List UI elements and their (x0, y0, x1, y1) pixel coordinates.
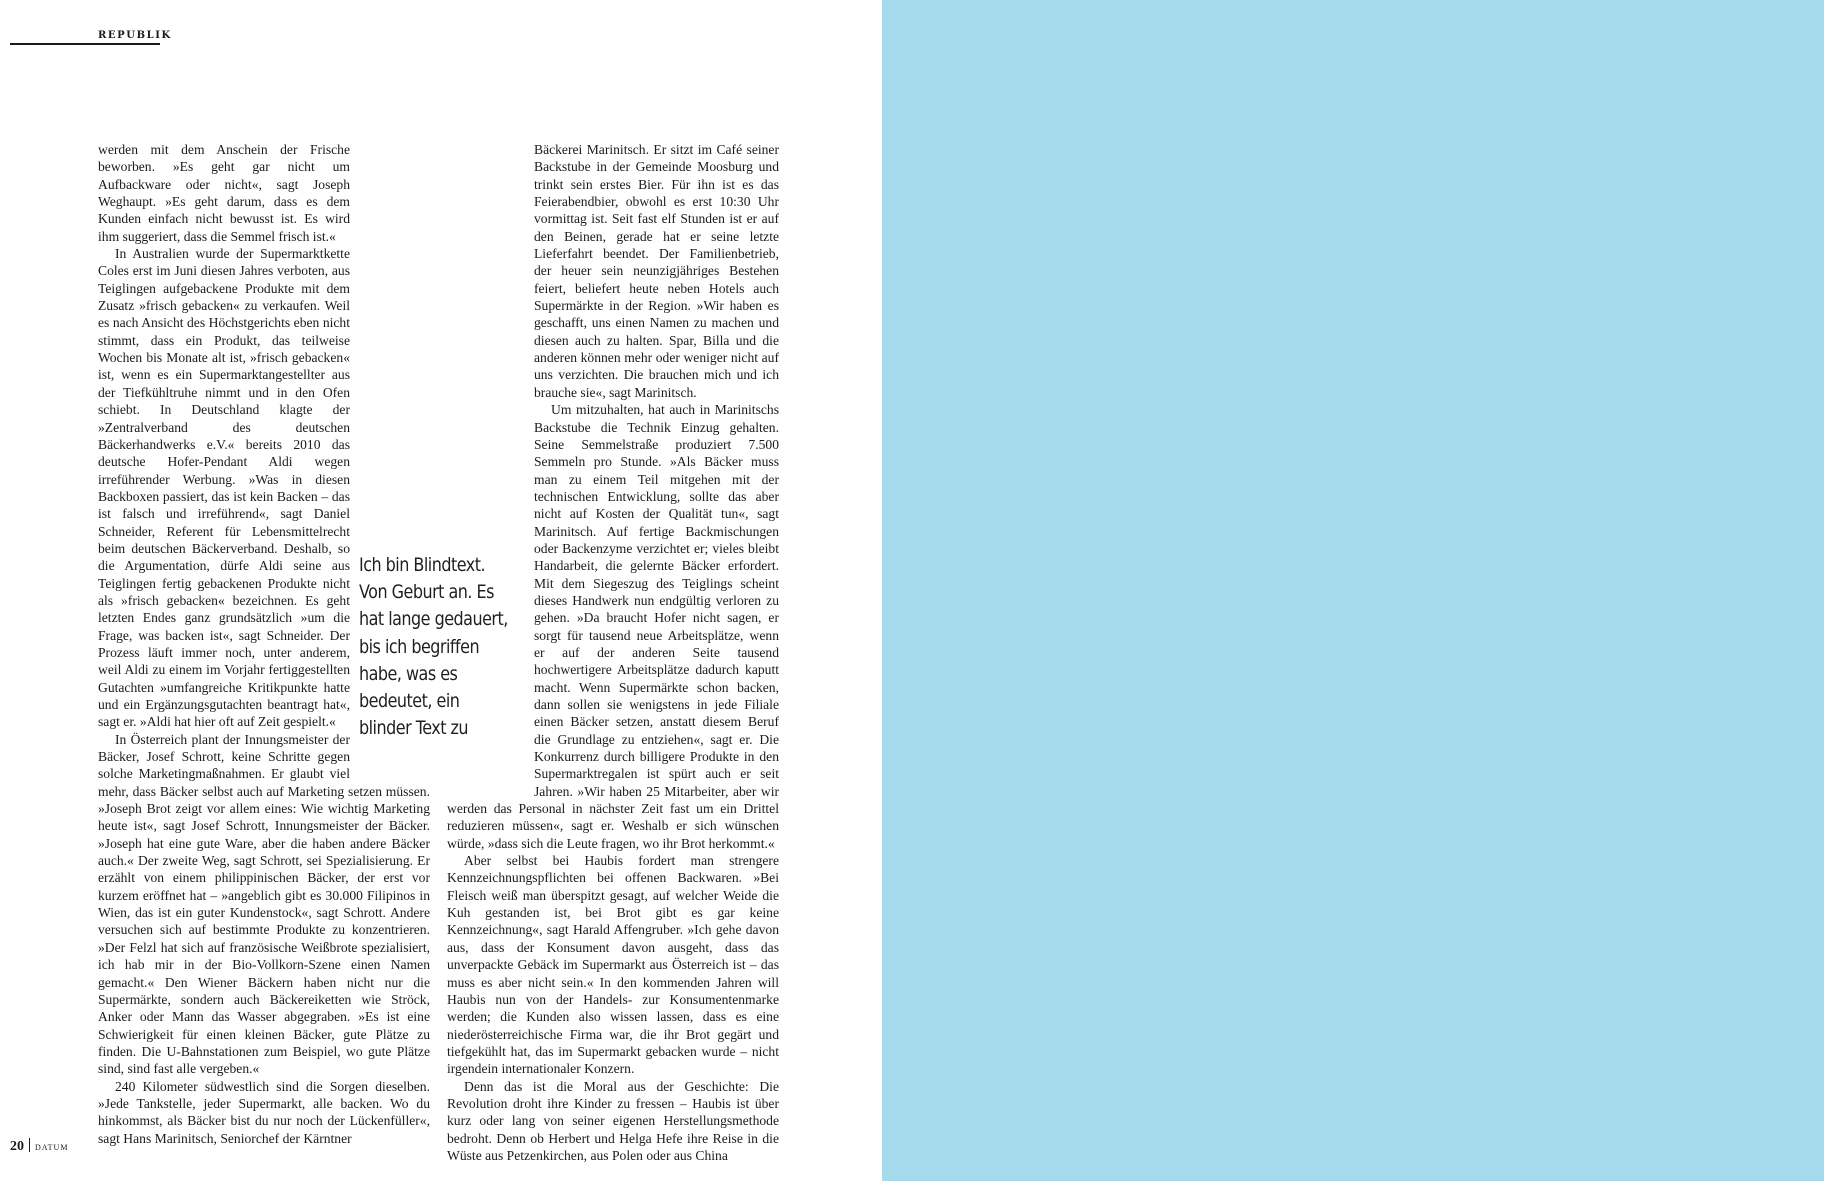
page-folio (10, 1138, 68, 1155)
column-2-paragraph-4: Denn das ist die Moral aus der Geschichte: Die Revolution droht ihre Kinder zu fressen – Haubis ist über kurz oder lang von seiner eigenen Herstellungsmethode bedroht. Denn ob Herbert und Helga Hefe ihre Reise in die Wüste aus Petzenkirchen, aus Polen oder aus China (447, 1078, 779, 1163)
column-2-paragraph-3: Aber selbst bei Haubis fordert man strengere Kennzeichnungspflichten bei offenen Backwaren. »Bei Fleisch weiß man überspitzt gesagt, auf welcher Weide die Kuh gestanden ist, bei Brot gibt es gar keine Kennzeichnung«, sagt Harald Affengruber. »Ich gehe davon aus, dass der Konsument davon ausgeht, dass das unverpackte Gebäck im Supermarkt aus Österreich ist – das muss es aber nicht sein.« In den kommenden Jahren will Haubis nun von der Handels- zur Konsumentenmarke werden; die Kunden also wissen lassen, dass es eine niederösterreichische Firma war, die ihr Brot gegärt und tiefgekühlt hat, das im Supermarkt gebacken wurde – nicht irgendein internationaler Konzern. (447, 853, 779, 1077)
magazine-name: DATUM (35, 1143, 69, 1152)
pull-quote: Ich bin Blindtext. Von Geburt an. Es hat lange gedauert, bis ich begriffen habe, was es bedeutet, ein blinder Text zu (359, 555, 508, 740)
column-2-paragraph-1: Bäckerei Marinitsch. Er sitzt im Café seiner Backstube in der Gemeinde Moosburg und trinkt sein erstes Bier. Für ihn ist es das Feierabendbier, obwohl es erst 10:30 Uhr vormittag ist. Seit fast elf Stunden ist er auf den Beinen, gerade hat er seine letzte Lieferfahrt beendet. Der Familienbetrieb, der heuer sein neunzigjähriges Bestehen feiert, beliefert heute neben Hotels auch Supermärkte in der Region. »Wir haben es geschafft, uns einen Namen zu machen und diesen auch zu halten. Spar, Billa und die anderen können mehr oder weniger nicht auf uns verzichten. Die brauchen mich und ich brauche sie«, sagt Marinitsch. (534, 142, 779, 400)
section-label: REPUBLIK (98, 30, 172, 41)
column-1-paragraph-1: werden mit dem Anschein der Frische beworben. »Es geht gar nicht um Aufbackware oder nicht«, sagt Joseph Weghaupt. »Es geht darum, dass es dem Kunden einfach nicht bewusst ist. Es wird ihm suggeriert, dass die Semmel frisch ist.« (98, 142, 350, 244)
column-1-paragraph-3: In Österreich plant der Innungsmeister der Bäcker, Josef Schrott, keine Schritte gegen solche Marketingmaßnahmen. Er glaubt viel mehr, dass Bäcker selbst auch auf Marketing setzen müssen. »Joseph Brot zeigt vor allem eines: Wie wichtig Marketing heute ist«, sagt Josef Schrott, Innungsmeister der Bäcker. »Joseph hat eine gute Ware, aber die haben andere Bäcker auch.« Der zweite Weg, sagt Schrott, sei Spezialisierung. Er erzählt von einem philippinischen Bäcker, der erst vor kurzem eröffnet hat – »angeblich gibt es 30.000 Filipinos in Wien, das ist ein guter Kundenstock«, sagt Schrott. Andere versuchen sich auf bestimmte Produkte zu konzentrieren. »Der Felzl hat sich auf französische Weißbrote spezialisiert, ich hab mir in der Bio-Vollkorn-Szene einen Namen gemacht.« Den Wiener Bäckern haben nicht nur die Supermärkte, sondern auch Bäckereiketten wie Ströck, Anker oder Mann das Wasser abgegraben. »Es ist eine Schwierigkeit für einen kleinen Bäcker, gute Plätze zu finden. Die U-Bahnstationen zum Beispiel, wo gute Plätze sind, sind fast alle vergeben.« (98, 731, 430, 1077)
page-number: 20 (10, 1139, 24, 1154)
column-1-paragraph-2: In Australien wurde der Supermarktkette Coles erst im Juni diesen Jahres verboten, aus Teiglingen aufgebackene Produkte mit dem Zusatz »frisch gebacken« zu verkaufen. Weil es nach Ansicht des Höchstgerichts eben nicht stimmt, dass ein Produkt, das teilweise Wochen bis Monate alt ist, »frisch gebacken« ist, wenn es ein Supermarktangestellter aus der Tiefkühltruhe nimmt und in den Ofen schiebt. In Deutschland klagte der »Zentralverband des deutschen Bäckerhandwerks e.V.« bereits 2010 das deutsche Hofer-Pendant Aldi wegen irreführender Werbung. »Was in diesen Backboxen passiert, das ist kein Backen – das ist falsch und irreführend«, sagt Daniel Schneider, Referent für Lebensmittelrecht beim deutschen Bäckerverband. Deshalb, so die Argumentation, dürfe Aldi seine aus Teiglingen fertig gebackenen Produkte nicht als »frisch gebacken« bezeichnen. Es geht letzten Endes ganz grundsätzlich »um die Frage, was backen ist«, sagt Schneider. Der Prozess läuft immer noch, unter anderem, weil Aldi zu einem im Vorjahr fertiggestellten Gutachten »umfangreiche Kritikpunkte hatte und ein Ergänzungsgutachten beantragt hat«, sagt er. »Aldi hat hier oft auf Zeit gespielt.« (98, 246, 350, 730)
column-2-paragraph-2: Um mitzuhalten, hat auch in Marinitschs Backstube die Technik Einzug gehalten. Seine Semmelstraße produziert 7.500 Semmeln pro Stunde. »Als Bäcker muss man zu einem Teil mitgehen mit der technischen Entwicklung, sollte das aber nicht auf Kosten der Qualität tun«, sagt Marinitsch. Auf fertige Backmischungen oder Backenzyme verzichtet er; vieles bleibt Handarbeit, die gelernte Bäcker erfordert. Mit dem Siegeszug des Teiglings scheint dieses Handwerk nun endgültig verloren zu gehen. »Da braucht Hofer nicht sagen, er sorgt für tausend neue Arbeitsplätze, wenn er auf der anderen Seite tausend hochwertigere Arbeitsplätze dadurch kaputt macht. Wenn Supermärkte schon backen, dann sollen sie wenigstens in jede Filiale einen Bäcker setzen, anstatt diesem Beruf die Grundlage zu entziehen«, sagt er. Die Konkurrenz durch billigere Produkte in den Supermarktregalen ist spürt auch er seit Jahren. »Wir haben 25 Mitarbeiter, aber wir werden das Personal in nächster Zeit fast um ein Drittel reduzieren müssen«, sagt er. Weshalb er sich wünschen würde, »dass sich die Leute fragen, wo ihr Brot herkommt.« (447, 402, 779, 851)
right-page-blue (882, 0, 1824, 1181)
left-page (0, 0, 882, 1181)
section-rule (10, 43, 160, 45)
folio-divider (29, 1138, 30, 1152)
column-1-paragraph-4: 240 Kilometer südwestlich sind die Sorgen dieselben. »Jede Tankstelle, jeder Supermarkt, alle backen. Wo du hinkommst, als Bäcker bist du nur noch der Lückenfüller«, sagt Hans Marinitsch, Seniorchef der Kärntner (98, 1078, 430, 1146)
